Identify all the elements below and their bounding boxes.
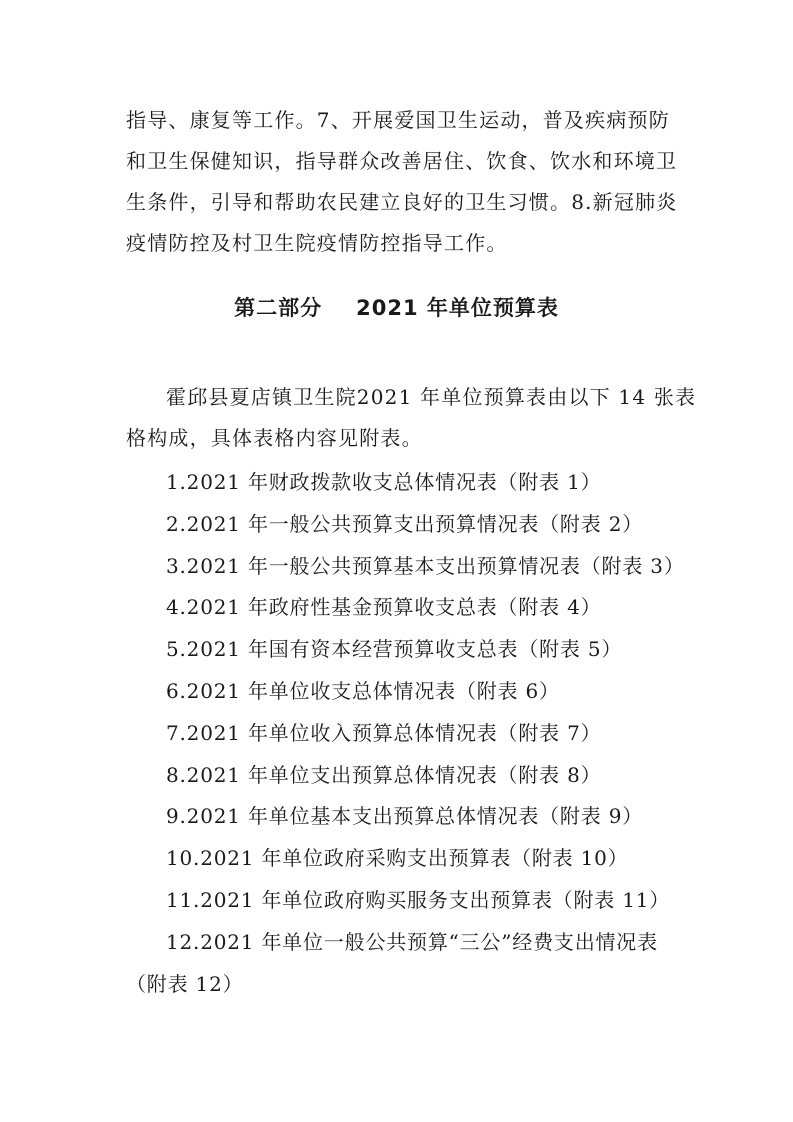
table-list-item [126,922,686,1006]
table-list-item: 5.2021 年国有资本经营预算收支总表（附表 5） [166,637,623,662]
intro-line: 指导、康复等工作。7、开展爱国卫生运动，普及疾病预防 [126,108,670,132]
section-heading-part: 第二部分 [234,296,323,320]
table-list-item: 10.2021 年单位政府采购支出预算表（附表 10） [166,846,629,871]
section-heading [0,292,793,322]
table-list [126,462,686,1005]
summary-paragraph [126,377,697,459]
intro-line: 疫情防控及村卫生院疫情防控指导工作。 [126,231,508,255]
table-list-item-line: 12.2021 年单位一般公共预算“三公”经费支出情况表 [166,929,658,954]
table-list-item: 2.2021 年一般公共预算支出预算情况表（附表 2） [166,511,644,536]
table-list-item: 9.2021 年单位基本支出预算总体情况表（附表 9） [166,804,644,829]
summary-line: 格构成，具体表格内容见附表。 [126,426,423,450]
table-list-item: 4.2021 年政府性基金预算收支总表（附表 4） [166,595,602,620]
section-heading-title: 2021 年单位预算表 [356,296,559,320]
table-list-item: 7.2021 年单位收入预算总体情况表（附表 7） [166,720,602,745]
table-list-item-continuation: （附表 12） [126,971,244,996]
table-list-item: 1.2021 年财政拨款收支总体情况表（附表 1） [166,470,602,494]
table-list-item: 8.2021 年单位支出预算总体情况表（附表 8） [166,762,602,787]
intro-paragraph [126,100,686,264]
intro-line: 生条件，引导和帮助农民建立良好的卫生习惯。8.新冠肺炎 [126,190,678,214]
table-list-item: 11.2021 年单位政府购买服务支出预算表（附表 11） [166,887,671,912]
intro-line: 和卫生保健知识，指导群众改善居住、饮食、饮水和环境卫 [126,149,678,173]
table-list-item: 6.2021 年单位收支总体情况表（附表 6） [166,678,560,703]
summary-line: 霍邱县夏店镇卫生院2021 年单位预算表由以下 14 张表 [166,385,697,409]
table-list-item: 3.2021 年一般公共预算基本支出预算情况表（附表 3） [166,553,685,578]
